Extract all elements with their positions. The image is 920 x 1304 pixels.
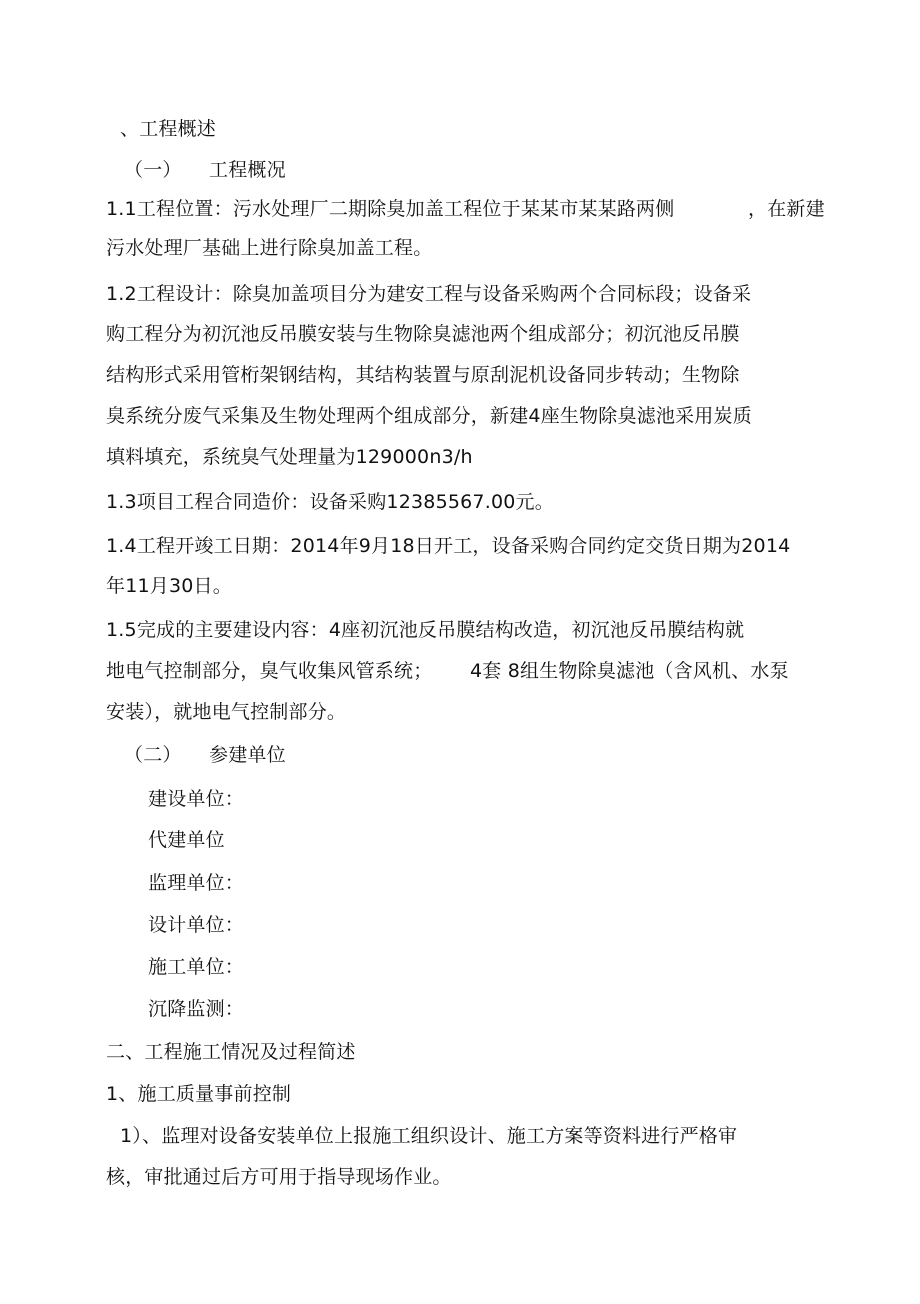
paragraph-1-4-line-1: 1.4工程开竣工日期：2014年9月18日开工，设备采购合同约定交货日期为2014 — [106, 535, 791, 557]
unit-contractor: 施工单位： — [148, 956, 245, 978]
paragraph-1-2-line-1: 1.2工程设计：除臭加盖项目分为建安工程与设备采购两个合同标段；设备采 — [106, 283, 752, 305]
item-1-line-1: 1）、监理对设备安装单位上报施工组织设计、施工方案等资料进行严格审 — [120, 1125, 738, 1147]
paragraph-1-5-line-1: 1.5完成的主要建设内容：4座初沉池反吊膜结构改造，初沉池反吊膜结构就 — [106, 619, 745, 641]
paragraph-1-2-line-2: 购工程分为初沉池反吊膜安装与生物除臭滤池两个组成部分；初沉池反吊膜 — [106, 323, 740, 345]
unit-construction-owner: 建设单位： — [148, 788, 245, 810]
subsection-marker-1: （一） — [124, 159, 182, 181]
paragraph-1-5-line-3: 安装），就地电气控制部分。 — [106, 701, 347, 723]
item-1-line-2: 核，审批通过后方可用于指导现场作业。 — [106, 1166, 452, 1188]
subsection-quality-control: 1、施工质量事前控制 — [106, 1083, 292, 1105]
paragraph-1-5-line-2b: 4套 8组生物除臭滤池（含风机、水泵 — [470, 660, 789, 682]
paragraph-1-1-line-1b: ，在新建 — [748, 198, 825, 220]
section-heading-overview: 、工程概述 — [120, 118, 217, 140]
unit-supervisor: 监理单位： — [148, 872, 245, 894]
paragraph-1-3-line-1: 1.3项目工程合同造价：设备采购12385567.00元。 — [106, 491, 554, 513]
subsection-title-participants: 参建单位 — [209, 744, 286, 766]
paragraph-1-4-line-2: 年11月30日。 — [106, 575, 232, 597]
paragraph-1-5-line-2a: 地电气控制部分，臭气收集风管系统； — [106, 660, 433, 682]
paragraph-1-2-line-5: 填料填充，系统臭气处理量为129000n3/h — [106, 446, 473, 468]
unit-agent-builder: 代建单位 — [148, 829, 225, 851]
section-heading-construction: 二、工程施工情况及过程简述 — [106, 1041, 356, 1063]
paragraph-1-1-line-1a: 1.1工程位置：污水处理厂二期除臭加盖工程位于某某市某某路两侧 — [106, 198, 675, 220]
paragraph-1-1-line-2: 污水处理厂基础上进行除臭加盖工程。 — [106, 237, 433, 259]
subsection-title-overview: 工程概况 — [209, 159, 286, 181]
subsection-marker-2: （二） — [124, 744, 182, 766]
paragraph-1-2-line-3: 结构形式采用管桁架钢结构，其结构装置与原刮泥机设备同步转动；生物除 — [106, 364, 740, 386]
unit-settlement-monitor: 沉降监测： — [148, 998, 245, 1020]
unit-designer: 设计单位： — [148, 914, 245, 936]
paragraph-1-2-line-4: 臭系统分废气采集及生物处理两个组成部分，新建4座生物除臭滤池采用炭质 — [106, 405, 752, 427]
